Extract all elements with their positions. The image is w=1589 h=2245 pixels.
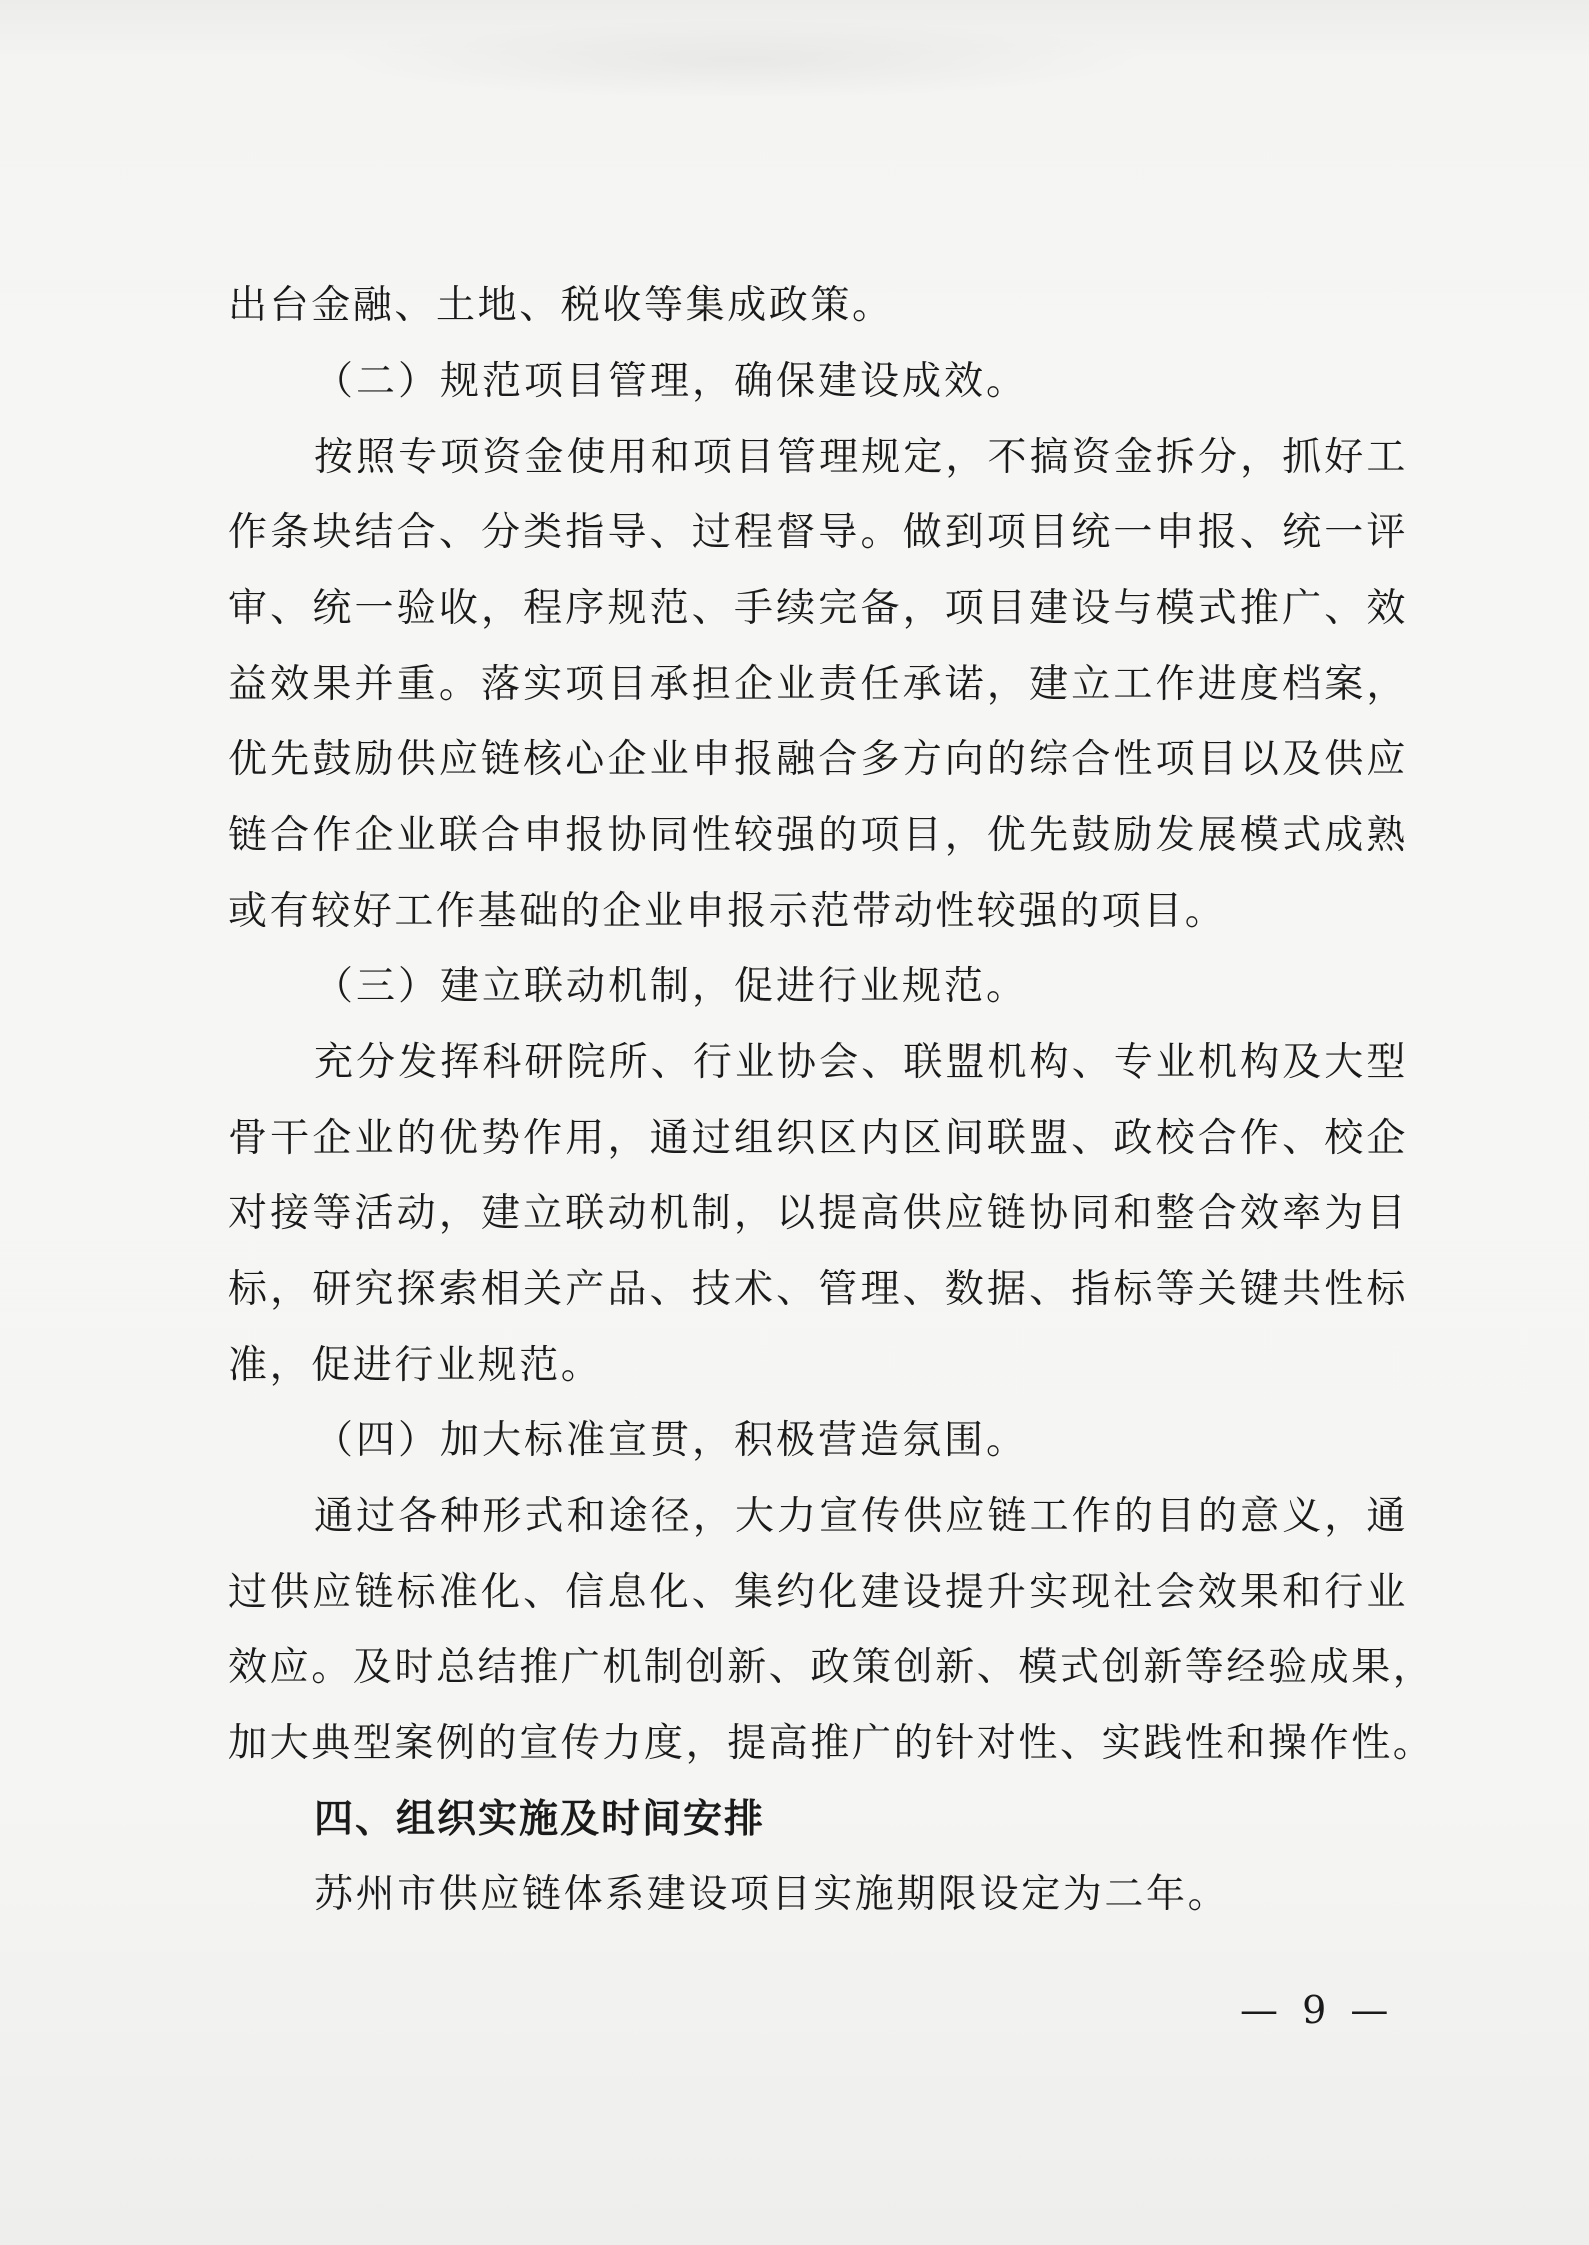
paragraph-line: 过供应链标准化、信息化、集约化建设提升实现社会效果和行业 xyxy=(228,1570,1408,1615)
paragraph-line: 准，促进行业规范。 xyxy=(228,1343,603,1388)
paragraph-line: 优先鼓励供应链核心企业申报融合多方向的综合性项目以及供应 xyxy=(228,737,1408,782)
page-number: — 9 — xyxy=(1240,1988,1395,2032)
section-subheading: （四）加大标准宣贯，积极营造氛围。 xyxy=(314,1418,1029,1463)
paragraph-line: 对接等活动，建立联动机制，以提高供应链协同和整合效率为目 xyxy=(228,1191,1408,1236)
paragraph-line: 效应。及时总结推广机制创新、政策创新、模式创新等经验成果， xyxy=(228,1645,1435,1690)
section-heading: 四、组织实施及时间安排 xyxy=(314,1797,766,1842)
paragraph-line: 充分发挥科研院所、行业协会、联盟机构、专业机构及大型 xyxy=(314,1040,1408,1085)
paragraph-line: 苏州市供应链体系建设项目实施期限设定为二年。 xyxy=(314,1872,1230,1917)
paragraph-line: 审、统一验收，程序规范、手续完备，项目建设与模式推广、效 xyxy=(228,586,1408,631)
paragraph-line: 链合作企业联合申报协同性较强的项目，优先鼓励发展模式成熟 xyxy=(228,813,1408,858)
paragraph-line: 出台金融、土地、税收等集成政策。 xyxy=(228,283,894,328)
paragraph-line: 或有较好工作基础的企业申报示范带动性较强的项目。 xyxy=(228,889,1227,934)
paragraph-line: 标，研究探索相关产品、技术、管理、数据、指标等关键共性标 xyxy=(228,1267,1408,1312)
paragraph-line: 通过各种形式和途径，大力宣传供应链工作的目的意义，通 xyxy=(314,1494,1408,1539)
section-subheading: （二）规范项目管理，确保建设成效。 xyxy=(314,359,1029,404)
paragraph-line: 益效果并重。落实项目承担企业责任承诺，建立工作进度档案， xyxy=(228,662,1408,707)
paragraph-line: 按照专项资金使用和项目管理规定，不搞资金拆分，抓好工 xyxy=(314,435,1408,480)
paragraph-line: 加大典型案例的宣传力度，提高推广的针对性、实践性和操作性。 xyxy=(228,1721,1435,1766)
section-subheading: （三）建立联动机制，促进行业规范。 xyxy=(314,964,1029,1009)
paragraph-line: 骨干企业的优势作用，通过组织区内区间联盟、政校合作、校企 xyxy=(228,1116,1408,1161)
show-through-smudge xyxy=(330,20,1150,100)
paragraph-line: 作条块结合、分类指导、过程督导。做到项目统一申报、统一评 xyxy=(228,510,1408,555)
